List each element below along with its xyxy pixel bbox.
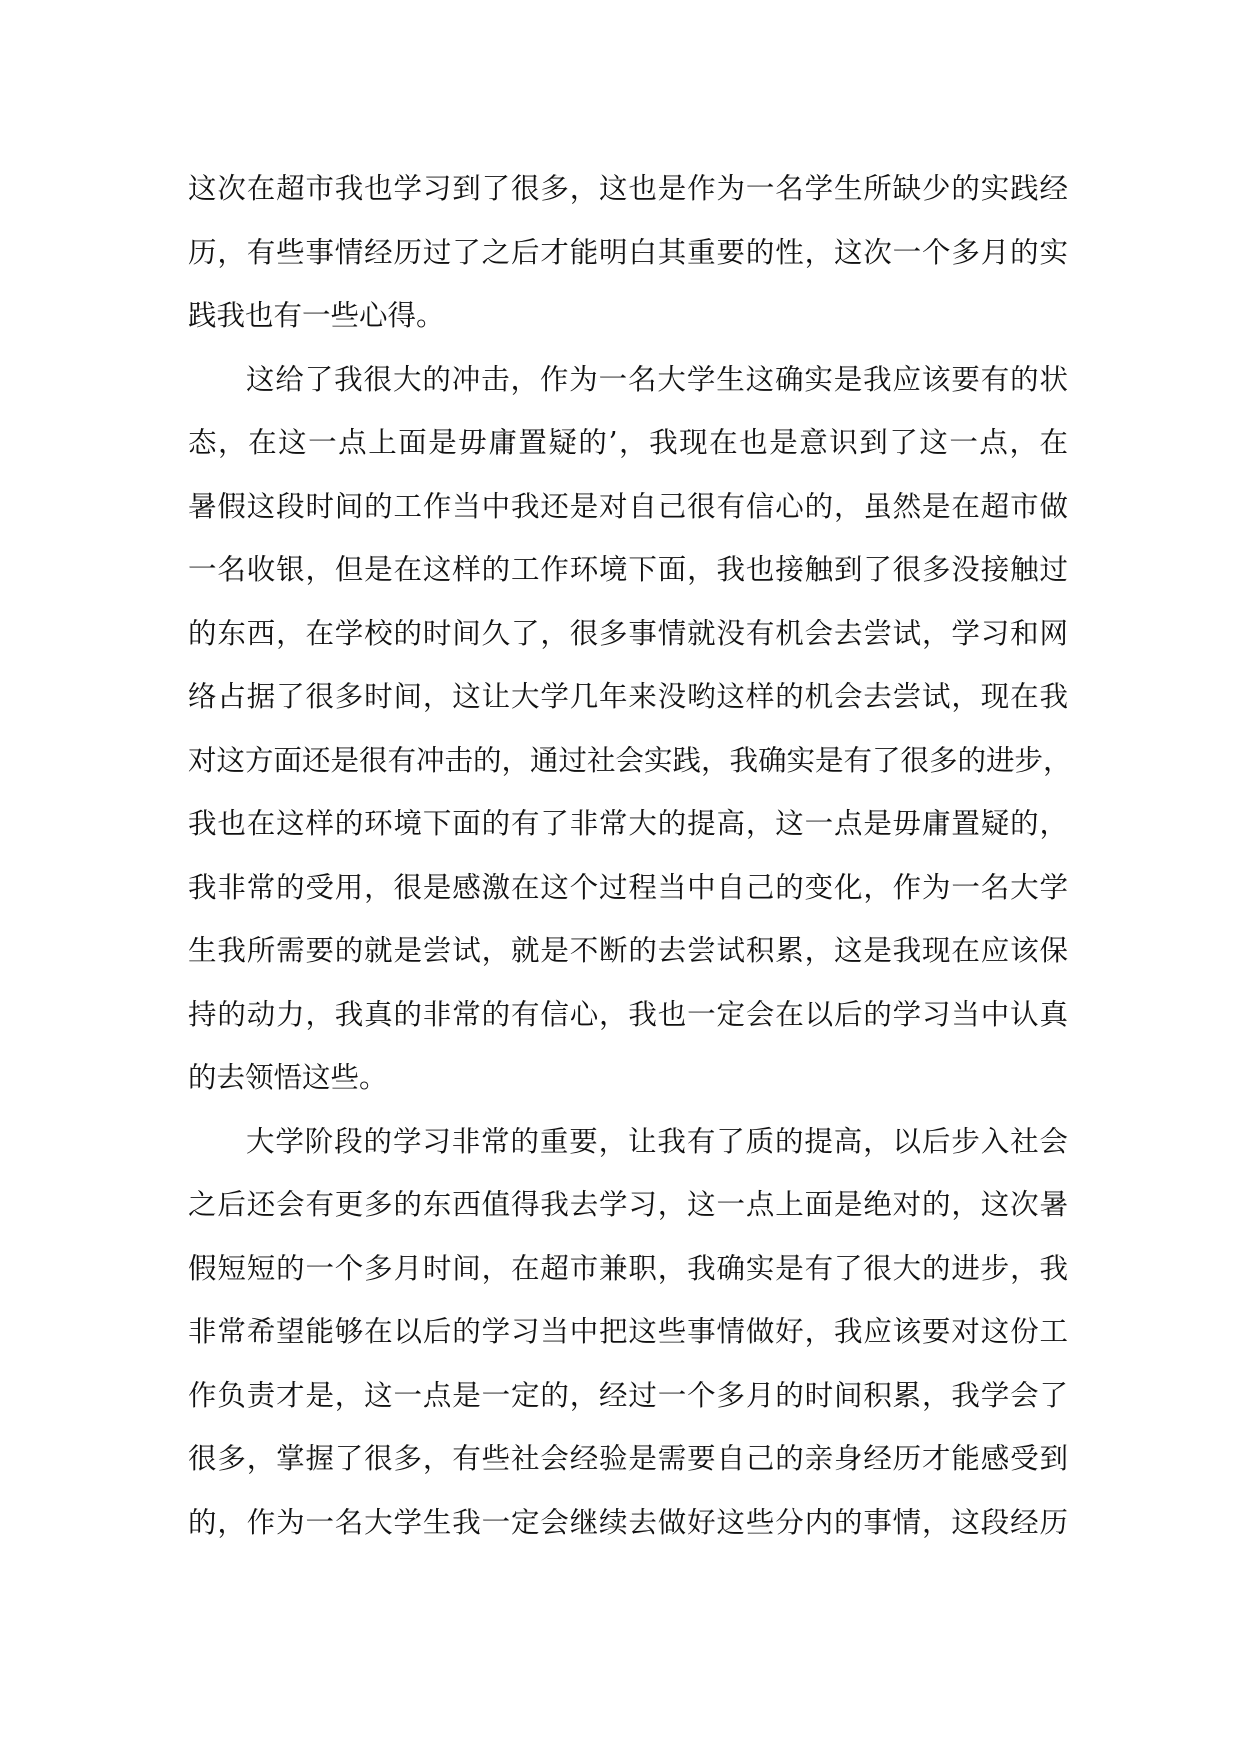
text-line: 这次在超市我也学习到了很多，这也是作为一名学生所缺少的实践经 [188, 172, 1068, 205]
text-line: 络占据了很多时间，这让大学几年来没哟这样的机会去尝试，现在我 [188, 680, 1068, 713]
text-line: 的去领悟这些。 [188, 1061, 388, 1094]
text-line: 大学阶段的学习非常的重要，让我有了质的提高，以后步入社会 [246, 1124, 1068, 1158]
text-line: 这给了我很大的冲击，作为一名大学生这确实是我应该要有的状 [246, 362, 1068, 396]
text-line: 的，作为一名大学生我一定会继续去做好这些分内的事情，这段经历 [188, 1505, 1068, 1539]
text-line: 我非常的受用，很是感激在这个过程当中自己的变化，作为一名大学 [188, 870, 1068, 904]
text-line: 一名收银，但是在这样的工作环境下面，我也接触到了很多没接触过 [188, 553, 1068, 586]
text-line: 暑假这段时间的工作当中我还是对自己很有信心的，虽然是在超市做 [188, 489, 1068, 523]
text-line: 假短短的一个多月时间，在超市兼职，我确实是有了很大的进步，我 [188, 1251, 1068, 1285]
text-line: 非常希望能够在以后的学习当中把这些事情做好，我应该要对这份工 [188, 1315, 1068, 1348]
text-line: 持的动力，我真的非常的有信心，我也一定会在以后的学习当中认真 [188, 997, 1068, 1031]
text-line: 态，在这一点上面是毋庸置疑的’，我现在也是意识到了这一点，在 [188, 426, 1068, 459]
text-line: 践我也有一些心得。 [188, 299, 445, 332]
text-line: 我也在这样的环境下面的有了非常大的提高，这一点是毋庸置疑的， [188, 807, 1068, 840]
text-line: 的东西，在学校的时间久了，很多事情就没有机会去尝试，学习和网 [188, 616, 1068, 650]
text-line: 生我所需要的就是尝试，就是不断的去尝试积累，这是我现在应该保 [188, 934, 1068, 967]
paragraph-1 [188, 157, 1068, 348]
paragraph-2 [188, 348, 1072, 1110]
paragraph-3 [188, 1110, 1068, 1555]
text-line: 之后还会有更多的东西值得我去学习，这一点上面是绝对的，这次暑 [188, 1188, 1068, 1221]
document-body [188, 157, 1072, 1554]
text-line: 很多，掌握了很多，有些社会经验是需要自己的亲身经历才能感受到 [188, 1442, 1068, 1475]
text-line: 作负责才是，这一点是一定的，经过一个多月的时间积累，我学会了 [188, 1378, 1068, 1412]
text-line: 对这方面还是很有冲击的，通过社会实践，我确实是有了很多的进步， [188, 743, 1072, 777]
text-line: 历，有些事情经历过了之后才能明白其重要的性，这次一个多月的实 [188, 235, 1068, 269]
